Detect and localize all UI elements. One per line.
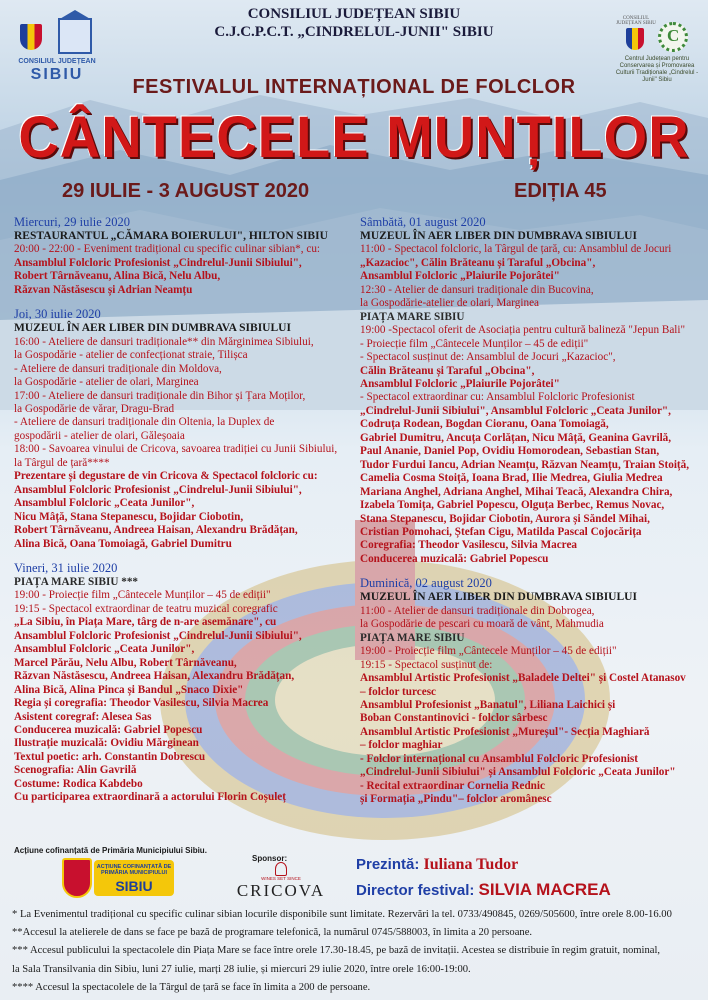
program-right-line: Codruța Rodean, Bogdan Cioranu, Oana Tomoiagă,	[360, 418, 609, 431]
program-right-line: Gabriel Dumitru, Ancuța Corlățan, Nicu Mâță, Geanina Gavrilă,	[360, 431, 672, 444]
program-left-line: „La Sibiu, în Piața Mare, târg de n-are asemănare", cu	[14, 616, 277, 629]
program-left-line: Ansamblul Folcloric Profesionist „Cindrelul-Junii Sibiului",	[14, 256, 302, 269]
program-right-line: Ansamblul Folcloric „Plaiurile Pojorâtei"	[360, 377, 560, 390]
program-left-line: Nicu Mâță, Stana Stepanescu, Bojidar Ciobotin,	[14, 510, 244, 523]
program-right-line: Călin Brăteanu și Taraful „Obcina",	[360, 364, 535, 377]
program-left-line: Joi, 30 iulie 2020	[14, 307, 101, 322]
program-right-line: MUZEUL ÎN AER LIBER DIN DUMBRAVA SIBIULUI	[360, 230, 637, 242]
primaria-sibiu-logo	[62, 856, 172, 902]
footnote-line: **** Accesul la spectacolele de la Târgul de țară se face în limita a 200 de persoane.	[12, 981, 371, 993]
program-left-line: Ilustrație muzicală: Ovidiu Mărginean	[14, 737, 199, 750]
program-left-line: Răzvan Năstăsescu, Andreea Haisan, Alexandru Brădățan,	[14, 670, 295, 683]
footnote-line: *** Accesul publicului la spectacolele din Piața Mare se face între orele 17.30-18.45, pe bază de invitații. Acestea se distribuie în regim gratuit, nominal,	[12, 945, 661, 957]
program-right-line: la Gospodărie de pescari cu moară de vânt, Mahmudia	[360, 618, 604, 631]
program-left-line: Alina Bică, Alina Pinca și Bandul „Snaco Dixie"	[14, 683, 244, 696]
program-right-line: Mariana Anghel, Adriana Anghel, Mihai Teacă, Alexandra Chira,	[360, 485, 673, 498]
program-right-line: „Kazacioc", Călin Brăteanu și Taraful „Obcina",	[360, 256, 596, 269]
program-right-line: Duminică, 02 august 2020	[360, 576, 492, 591]
program-right-line: – folclor turcesc	[360, 685, 437, 698]
program-right-line: „Cindrelul-Junii Sibiului", Ansamblul Folcloric „Ceata Junilor",	[360, 404, 671, 417]
program-right-line: 11:00 - Atelier de dansuri tradiționale din Dobrogea,	[360, 604, 595, 617]
program-left-line: Costume: Rodica Kabdebo	[14, 777, 143, 790]
primaria-logo-text: ACȚIUNE COFINANȚATĂ DE PRIMĂRIA MUNICIPIULUI	[96, 864, 172, 876]
program-right-line: - Folclor internațional cu Ansamblul Folcloric Profesionist	[360, 752, 639, 765]
festival-title: CÂNTECELE MUNȚILOR	[18, 103, 690, 170]
program-left-line: la Gospodărie - atelier de olari, Marginea	[14, 376, 199, 389]
program-right-line: 11:00 - Spectacol folcloric, la Târgul de țară, cu: Ansamblul de Jocuri	[360, 243, 672, 256]
cricova-logo	[236, 862, 326, 901]
program-left-line: Scenografia: Alin Gavrilă	[14, 764, 137, 777]
director-label: Director festival:	[356, 882, 475, 899]
program-right-line: 12:30 - Atelier de dansuri tradiționale din Bucovina,	[360, 283, 594, 296]
program-left-line: la Gospodărie - atelier de confecționat straie, Tilișca	[14, 349, 248, 362]
spacer	[14, 297, 354, 307]
program-right-line: Paul Ananie, Daniel Pop, Ovidiu Homorodean, Sebastian Stan,	[360, 445, 660, 458]
sponsor-label: Sponsor:	[252, 854, 288, 863]
program-left-line: Miercuri, 29 iulie 2020	[14, 215, 130, 229]
program-right-line: 19:15 - Spectacol susținut de:	[360, 658, 493, 671]
sponsor-name: CRICOVA	[236, 881, 326, 900]
footnotes	[12, 906, 702, 997]
program-right-line: Ansamblul Profesionist „Banatul", Liliana Laichici și	[360, 698, 616, 711]
program-left-line: MUZEUL ÎN AER LIBER DIN DUMBRAVA SIBIULUI	[14, 322, 291, 335]
program-left-line: Ansamblul Folcloric Profesionist „Cindrelul-Junii Sibiului",	[14, 483, 302, 496]
program-left-line: - Ateliere de dansuri tradiționale din Oltenia, la Duplex de	[14, 416, 275, 429]
cindrelul-emblem-icon	[658, 22, 688, 52]
presenter-line	[356, 856, 518, 874]
program-right-line: - Proiecție film „Cântecele Munților – 45 de ediții"	[360, 337, 589, 350]
program-right-line: Stana Stepanescu, Bojidar Ciobotin, Aurora și Săndel Mihai,	[360, 512, 650, 525]
director-name: SILVIA MACREA	[478, 880, 611, 899]
footnote-line: la Sala Transilvania din Sibiu, luni 27 iulie, marți 28 iulie, și miercuri 29 iulie 2020, între orele 16:00-19:00.	[12, 963, 471, 975]
program-left-line: 17:00 - Ateliere de dansuri tradiționale din Bihor și Țara Moților,	[14, 389, 306, 402]
presenter-label: Prezintă:	[356, 856, 420, 873]
program-left-line: Asistent coregraf: Alesea Sas	[14, 710, 152, 723]
program-left-line: Răzvan Năstăsescu și Adrian Neamțu	[14, 283, 193, 296]
program-left-line: RESTAURANTUL „CĂMARA BOIERULUI", HILTON SIBIU	[14, 230, 328, 242]
director-line	[356, 880, 611, 900]
wine-glass-icon	[275, 862, 287, 876]
program-left-line: Robert Târnăveanu, Andreea Haisan, Alexandru Brădățan,	[14, 524, 298, 537]
program-right-line: și Formația „Pindu"– folclor aromânesc	[360, 793, 552, 806]
program-left-line: Cu participarea extraordinară a actorului Florin Coșuleț	[14, 791, 286, 804]
program-left-line: 18:00 - Savoarea vinului de Cricova, savoarea tradiției cu Junii Sibiului,	[14, 443, 338, 456]
county-shield-icon	[626, 28, 644, 50]
program-right-line: 19:00 -Spectacol oferit de Asociația pentru cultură balineză "Jepun Bali"	[360, 324, 686, 337]
program-right-line: Camelia Cosma Stoiță, Ioana Brad, Ilie Medrea, Giulia Medrea	[360, 472, 663, 485]
program-left-line: 16:00 - Ateliere de dansuri tradiționale** din Mărginimea Sibiului,	[14, 335, 314, 348]
program-right-line: – folclor maghiar	[360, 739, 443, 752]
program-left-column	[14, 215, 354, 805]
program-left-line: Prezentare și degustare de vin Cricova & Spectacol folcloric cu:	[14, 470, 318, 483]
program-right-line: la Gospodărie-atelier de olari, Marginea	[360, 297, 540, 310]
spacer	[360, 566, 705, 576]
program-left-line: la Târgul de țară****	[14, 456, 110, 469]
program-right-line: Coregrafia: Theodor Vasilescu, Silvia Macrea	[360, 539, 578, 552]
program-right-line: Sâmbătă, 01 august 2020	[360, 215, 486, 229]
header-line2: C.J.C.P.C.T. „CINDRELUL-JUNII" SIBIU	[214, 24, 494, 40]
program-right-line: - Spectacol extraordinar cu: Ansamblul Folcloric Profesionist	[360, 391, 635, 404]
header-line1: CONSILIUL JUDEȚEAN SIBIU	[247, 6, 461, 22]
program-left-line: 19:15 - Spectacol extraordinar de teatru muzical coregrafic	[14, 602, 278, 615]
program-right-line: Ansamblul Artistic Profesionist „Baladele Deltei" și Costel Atanasov	[360, 672, 686, 685]
logo-left-city: SIBIU	[30, 66, 84, 83]
presenter-name: Iuliana Tudor	[423, 856, 519, 873]
program-left-line: gospodării - atelier de olari, Găleșoaia	[14, 429, 185, 442]
program-left-line: Conducerea muzicală: Gabriel Popescu	[14, 723, 203, 736]
sponsor-tagline: WINES SET SINCE	[261, 876, 301, 881]
program-left-line: Marcel Părău, Nelu Albu, Robert Târnăveanu,	[14, 656, 237, 669]
spacer	[14, 551, 354, 561]
festival-dates: 29 IULIE - 3 AUGUST 2020	[62, 180, 310, 202]
footnote-line: **Accesul la atelierele de dans se face pe bază de programare telefonică, la numărul 0745/588003, în limita a 20 persoane.	[12, 927, 533, 939]
footnote-line: * La Evenimentul tradițional cu specific culinar sibian locurile disponibile sunt limitate. Rezervări la tel. 0733/490845, 0269/505600, între orele 8.00-16.00	[12, 909, 672, 920]
program-left-line: - Ateliere de dansuri tradiționale din Moldova,	[14, 362, 222, 375]
program-right-line: Cristian Pomohaci, Ștefan Cigu, Matilda Pascal Cojocărița	[360, 525, 642, 538]
program-left-line: 20:00 - 22:00 - Eveniment tradițional cu specific culinar sibian*, cu:	[14, 243, 321, 256]
program-right-line: Ansamblul Folcloric „Plaiurile Pojorâtei"	[360, 270, 560, 283]
program-right-line: PIAȚA MARE SIBIU	[360, 310, 465, 323]
program-right-column	[360, 215, 705, 807]
program-right-line: Tudor Furdui Iancu, Adrian Neamțu, Răzvan Neamțu, Traian Stoiță,	[360, 458, 690, 471]
program-left-line: Robert Târnăveanu, Alina Bică, Nelu Albu,	[14, 270, 221, 283]
program-right-line: MUZEUL ÎN AER LIBER DIN DUMBRAVA SIBIULUI	[360, 591, 637, 604]
program-left-line: Alina Bică, Oana Tomoiagă, Gabriel Dumitru	[14, 537, 232, 550]
primaria-logo-city: SIBIU	[115, 878, 153, 894]
program-right-line: „Cindrelul-Junii Sibiului" și Ansamblul Folcloric „Ceata Junilor"	[360, 766, 676, 779]
program-right-line: Ansamblul Artistic Profesionist „Mureșul"- Secția Maghiară	[360, 725, 650, 738]
program-left-line: Ansamblul Folcloric Profesionist „Cindrelul-Junii Sibiului",	[14, 629, 302, 642]
logo-right-caption: Centrul Județean pentru Conservarea și Promovarea Culturii Tradiționale „Cindrelul - Junii" Sibiu	[615, 56, 699, 83]
program-left-line: Textul poetic: arh. Constantin Dobrescu	[14, 750, 206, 763]
cofinancing-note: Acțiune cofinanțată de Primăria Municipiului Sibiu.	[14, 846, 207, 855]
program-left-line: Ansamblul Folcloric „Ceata Junilor",	[14, 643, 195, 656]
program-right-line: Conducerea muzicală: Gabriel Popescu	[360, 552, 549, 565]
program-left-line: Ansamblul Folcloric „Ceata Junilor",	[14, 497, 195, 510]
program-right-line: Boban Constantinovici - folclor sârbesc	[360, 712, 548, 725]
page-header	[0, 4, 708, 41]
program-left-line: PIAȚA MARE SIBIU ***	[14, 575, 139, 588]
program-left-line: 19:00 - Proiecție film „Cântecele Munților – 45 de ediții"	[14, 589, 271, 602]
program-right-line: 19:00 - Proiecție film „Cântecele Munților – 45 de ediții"	[360, 645, 617, 658]
program-left-line: Regia și coregrafia: Theodor Vasilescu, Silvia Macrea	[14, 697, 269, 710]
program-left-line: la Gospodărie de vărar, Dragu-Brad	[14, 402, 175, 415]
festival-subtitle: FESTIVALUL INTERNAȚIONAL DE FOLCLOR	[132, 76, 576, 98]
program-right-line: - Spectacol susținut de: Ansamblul de Jocuri „Kazacioc",	[360, 351, 616, 364]
sibiu-crest-icon	[62, 858, 92, 898]
logo-left-caption: CONSILIUL JUDEȚEAN	[18, 58, 96, 65]
program-left-line: Vineri, 31 iulie 2020	[14, 560, 118, 575]
program-right-line: PIAȚA MARE SIBIU	[360, 631, 465, 644]
logo-right-small: CONSILIUL JUDEȚEAN SIBIU	[616, 16, 656, 26]
program-right-line: Izabela Tomița, Gabriel Popescu, Olguța Berbec, Remus Novac,	[360, 499, 665, 512]
festival-edition: EDIȚIA 45	[514, 180, 607, 202]
program-right-line: - Recital extraordinar Cornelia Rednic	[360, 779, 545, 792]
